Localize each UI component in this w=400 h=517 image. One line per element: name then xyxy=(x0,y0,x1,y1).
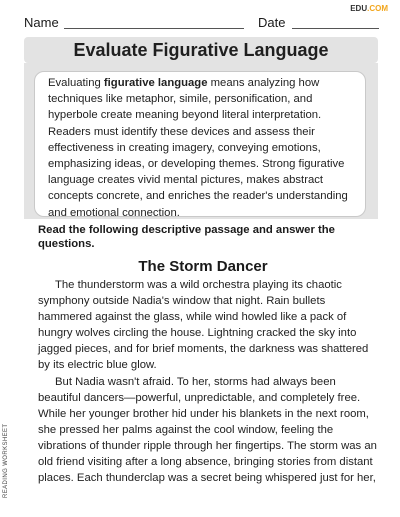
intro-lead: Evaluating xyxy=(48,77,104,89)
intro-box xyxy=(34,71,366,217)
name-field[interactable] xyxy=(64,28,244,29)
brand-logo xyxy=(350,4,388,13)
date-label: Date xyxy=(258,15,286,30)
brand-name: EDU xyxy=(350,4,368,13)
story-title: The Storm Dancer xyxy=(138,258,268,275)
story-paragraph: But Nadia wasn't afraid. To her, storms had always been beautiful dancers—powerful, unpredictable, and completely free. While her younger brother hid under his blankets in the next room, she pressed her palms against the cool window, feeling the vibrations of thunder ripple through her fingertips. The storm was an old friend visiting after a long absence, bringing stories from distant places. Each thunderclap was a secret being whispered just for her, xyxy=(38,375,377,485)
passage-section xyxy=(24,219,378,517)
story-paragraph: The thunderstorm was a wild orchestra playing its chaotic symphony outside Nadia's window that night. Rain bullets hammered against the glass, while wind howled like a pack of hungry wolves circling the house. Lightning cracked the sky into jagged pieces, and for brief moments, the darkness was shattered by its electric blue glow. xyxy=(38,279,369,372)
title-bar xyxy=(24,37,378,63)
brand-suffix: .COM xyxy=(367,4,388,13)
name-date-header xyxy=(24,15,379,31)
page-title: Evaluate Figurative Language xyxy=(73,39,329,60)
instructions: Read the following descriptive passage and answer the questions. xyxy=(38,224,335,250)
name-label: Name xyxy=(24,15,59,30)
intro-text: means analyzing how techniques like metaphor, simile, personification, and hyperbole create meaning beyond literal interpretation. Readers must identify these devices and assess their effectiveness in creating imagery, conveying emotions, emphasizing ideas, or developing themes. Strong figurative language creates vivid mental pictures, makes abstract concepts concrete, and enriches the reader's understanding and emotional connection. xyxy=(48,77,348,219)
intro-term: figurative language xyxy=(103,77,208,89)
date-field[interactable] xyxy=(292,28,379,29)
side-label: READING WORKSHEET xyxy=(3,423,9,498)
